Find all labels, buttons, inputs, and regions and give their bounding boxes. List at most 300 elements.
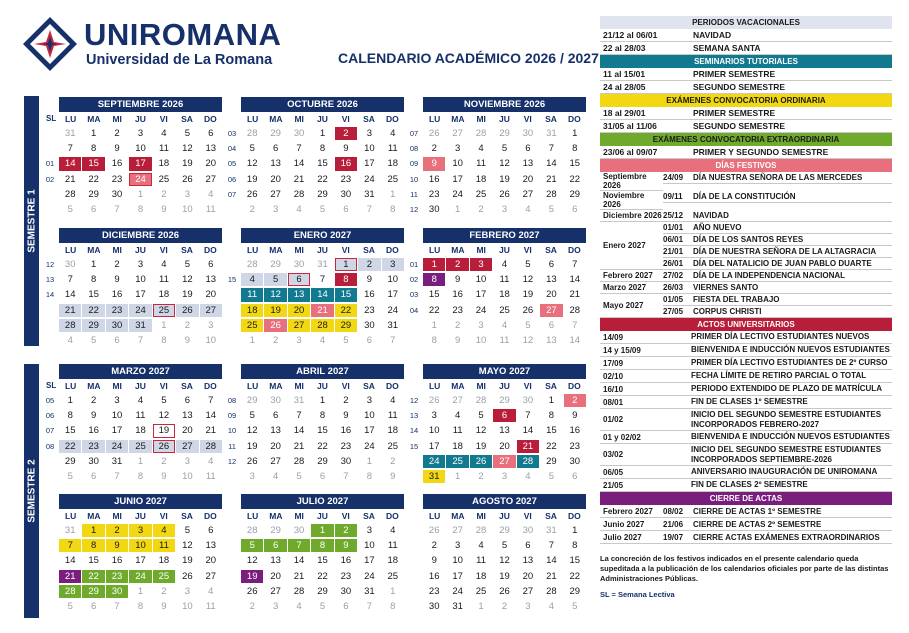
day-cell: 30 [64, 259, 76, 270]
day-cell: 6 [90, 203, 97, 215]
day-grid [59, 524, 222, 613]
acto-text: ANIVERSARIO INAUGURACIÓN DE UNIROMANA [691, 467, 878, 476]
weekday-label: VI [159, 245, 168, 255]
day-cell: 4 [208, 455, 214, 467]
weekday-label: JU [135, 114, 146, 124]
day-grid [423, 394, 586, 483]
week-number: 11 [410, 189, 418, 199]
day-cell: 19 [246, 440, 258, 452]
month-title: FEBRERO 2027 [423, 228, 586, 243]
festivo-month: Diciembre 2026 [600, 210, 663, 222]
day-cell: 8 [335, 273, 357, 286]
acta-date: 08/02 [663, 506, 684, 516]
day-cell: 23 [340, 173, 352, 185]
month-2 [241, 97, 404, 216]
day-cell: 11 [387, 540, 398, 552]
day-cell: 21 [59, 304, 81, 317]
day-cell: 14 [293, 158, 305, 170]
day-cell: 26 [470, 455, 492, 468]
day-cell: 5 [319, 203, 326, 215]
festivo-date: 25/12 [663, 211, 684, 220]
day-cell: 28 [569, 304, 581, 316]
festivo-group [600, 172, 892, 191]
weekday-label: MA [269, 381, 283, 391]
week-number: 01 [45, 159, 55, 169]
festivo-line [663, 210, 892, 222]
ordinaria-header: EXÁMENES CONVOCATORIA ORDINARIA [600, 94, 892, 107]
day-cell: 4 [161, 128, 167, 139]
day-cell: 5 [501, 540, 508, 552]
weekday-header [59, 243, 222, 258]
day-cell: 22 [546, 440, 557, 452]
weekday-label: MA [269, 511, 283, 521]
month-title: DICIEMBRE 2026 [59, 228, 222, 243]
day-cell: 2 [478, 470, 484, 482]
day-cell: 16 [111, 158, 123, 170]
day-cell: 20 [270, 440, 281, 452]
day-cell: 13 [270, 555, 281, 567]
day-cell: 8 [82, 539, 104, 552]
legend-date: 22 al 28/03 [603, 43, 646, 53]
day-cell: 19 [246, 173, 258, 185]
day-cell: 15 [569, 158, 581, 170]
day-cell: 4 [137, 395, 144, 406]
weekday-label: LU [246, 245, 259, 255]
day-cell: 11 [205, 600, 216, 612]
legend-panel [600, 16, 892, 599]
day-cell: 2 [358, 258, 380, 271]
day-cell: 28 [246, 128, 258, 139]
legend-text: SEGUNDO SEMESTRE [693, 121, 786, 131]
week-number: 03 [227, 129, 237, 138]
day-cell: 29 [88, 188, 99, 200]
day-cell: 28 [64, 188, 76, 200]
day-cell: 28 [293, 455, 305, 467]
day-cell: 18 [158, 289, 170, 301]
weekday-label: DO [385, 245, 399, 255]
day-cell: 6 [272, 143, 279, 155]
day-cell: 2 [478, 203, 484, 215]
day-cell: 5 [67, 203, 73, 215]
day-cell: 20 [522, 570, 534, 582]
day-cell: 25 [387, 173, 399, 185]
day-cell: 29 [317, 455, 328, 467]
day-cell: 7 [319, 274, 326, 286]
day-cell: 9 [335, 539, 357, 552]
legend-text: PRIMER SEMESTRE [693, 69, 776, 79]
acto-date: 06/05 [603, 467, 624, 477]
day-cell: 29 [246, 395, 258, 406]
day-cell: 4 [296, 600, 302, 612]
day-cell: 30 [522, 525, 534, 536]
day-cell: 9 [184, 334, 190, 346]
day-cell: 12 [475, 425, 487, 437]
day-cell: 7 [67, 143, 73, 155]
acta-month: Junio 2027 [603, 519, 645, 529]
month-7 [59, 364, 222, 483]
day-cell: 29 [270, 259, 281, 270]
day-cell: 18 [387, 425, 399, 437]
day-cell: 10 [182, 203, 193, 215]
day-cell: 13 [522, 555, 534, 567]
weekday-label: MI [476, 511, 486, 521]
day-cell: 17 [364, 425, 375, 437]
day-cell: 4 [153, 524, 175, 537]
day-cell: 18 [387, 555, 399, 567]
day-cell: 7 [208, 395, 214, 406]
week-number: 07 [227, 189, 237, 199]
festivo-text: DÍA DEL NATALICIO DE JUAN PABLO DUARTE [693, 259, 872, 268]
day-cell: 6 [343, 203, 349, 215]
weekday-label: VI [341, 511, 350, 521]
weekday-label: JU [135, 245, 146, 255]
acto-row [600, 409, 892, 431]
day-cell: 3 [431, 410, 437, 422]
day-cell: 21 [569, 289, 581, 301]
weekday-label: DO [203, 114, 217, 124]
day-cell: 22 [569, 173, 581, 185]
festivo-date: 06/01 [663, 235, 684, 244]
day-cell: 20 [546, 289, 557, 301]
day-cell: 6 [572, 470, 578, 482]
day-cell: 1 [572, 525, 578, 536]
weekday-label: DO [567, 381, 581, 391]
day-cell: 17 [111, 425, 123, 437]
festivo-month: Noviembre 2026 [600, 191, 663, 210]
day-cell: 28 [546, 585, 557, 597]
weekday-label: JU [317, 381, 328, 391]
day-cell: 27 [540, 304, 562, 317]
month-title: SEPTIEMBRE 2026 [59, 97, 222, 112]
day-cell: 10 [364, 540, 375, 552]
day-cell: 22 [59, 440, 81, 453]
day-cell: 1 [161, 319, 167, 331]
day-cell: 24 [364, 570, 375, 582]
day-cell: 26 [182, 570, 193, 582]
weekday-label: VI [341, 114, 350, 124]
sl-column-label: SL [46, 114, 57, 123]
day-cell: 9 [114, 143, 120, 155]
festivo-line [663, 258, 892, 270]
legend-row [600, 146, 892, 159]
day-cell: 29 [64, 455, 76, 467]
festivo-text: FIESTA DEL TRABAJO [693, 295, 780, 304]
day-cell: 19 [499, 173, 510, 185]
week-number: 04 [227, 144, 237, 154]
day-cell: 28 [200, 440, 222, 453]
day-cell: 30 [270, 395, 281, 406]
day-cell: 10 [129, 539, 151, 552]
day-cell: 12 [522, 334, 534, 346]
legend-date: 11 al 15/01 [603, 69, 646, 79]
day-cell: 25 [446, 455, 468, 468]
day-cell: 31 [364, 585, 375, 597]
day-cell: 26 [246, 188, 258, 200]
day-cell: 5 [184, 525, 190, 536]
day-cell: 9 [114, 274, 120, 286]
festivo-group [600, 270, 892, 282]
semester-1-band [24, 96, 39, 346]
day-cell: 11 [153, 539, 175, 552]
day-cell: 4 [501, 259, 508, 270]
day-cell: 31 [452, 600, 463, 612]
day-cell: 4 [67, 334, 73, 346]
day-cell: 29 [317, 585, 328, 597]
day-grid [241, 258, 404, 347]
day-cell: 15 [569, 555, 581, 567]
day-cell: 22 [317, 570, 328, 582]
day-cell: 22 [335, 304, 357, 317]
weekday-label: MA [87, 511, 101, 521]
weekday-label: MA [451, 245, 465, 255]
day-cell: 25 [153, 570, 175, 583]
day-cell: 12 [522, 274, 534, 286]
day-cell: 20 [270, 173, 281, 185]
day-cell: 25 [475, 188, 487, 200]
day-cell: 8 [137, 203, 144, 215]
legend-row [600, 107, 892, 120]
day-cell: 21 [205, 425, 217, 437]
day-cell: 8 [311, 539, 333, 552]
weekday-label: MI [476, 114, 486, 124]
day-cell: 3 [114, 395, 120, 406]
day-cell: 4 [319, 334, 326, 346]
day-grid [59, 258, 222, 347]
weekday-label: JU [135, 381, 146, 391]
day-cell: 12 [499, 158, 510, 170]
day-cell: 11 [205, 470, 216, 482]
week-number: 12 [45, 260, 55, 269]
day-cell: 19 [499, 570, 510, 582]
day-grid [423, 127, 586, 216]
day-cell: 7 [390, 334, 396, 346]
day-cell: 17 [452, 173, 463, 185]
acto-date: 01 y 02/02 [603, 432, 641, 442]
day-cell: 30 [88, 455, 99, 467]
day-cell: 30 [569, 455, 581, 467]
day-cell: 12 [182, 274, 193, 286]
day-cell: 2 [335, 524, 357, 537]
weekday-header [241, 112, 404, 127]
extraordinaria-header: EXÁMENES CONVOCATORIA EXTRAORDINARIA [600, 133, 892, 146]
acto-date: 03/02 [603, 450, 624, 459]
day-cell: 13 [205, 274, 217, 286]
day-cell: 27 [270, 455, 281, 467]
acto-date: 01/02 [603, 415, 624, 424]
day-cell: 25 [153, 304, 175, 317]
day-cell: 29 [317, 188, 328, 200]
weekday-label: DO [385, 114, 399, 124]
day-cell: 8 [431, 334, 437, 346]
day-cell: 30 [293, 128, 305, 139]
weekday-label: MA [269, 245, 283, 255]
weekday-label: DO [385, 381, 399, 391]
day-grid [423, 524, 586, 613]
weekday-label: MI [294, 381, 304, 391]
day-cell: 8 [390, 203, 396, 215]
day-cell: 6 [208, 128, 214, 139]
day-cell: 24 [423, 455, 445, 468]
day-cell: 15 [88, 289, 99, 301]
day-cell: 5 [241, 539, 263, 552]
acto-date: 14/09 [603, 332, 624, 342]
week-number: 12 [409, 396, 419, 405]
day-cell: 24 [475, 304, 487, 316]
day-cell: 6 [114, 334, 120, 346]
day-cell: 10 [452, 555, 463, 567]
acta-month: Julio 2027 [603, 532, 642, 542]
day-cell: 12 [499, 555, 510, 567]
day-cell: 2 [161, 188, 167, 200]
day-cell: 4 [478, 143, 484, 155]
festivo-group [600, 282, 892, 294]
week-number: 01 [409, 260, 419, 269]
legend-text: SEMANA SANTA [693, 43, 761, 53]
weekday-label: MI [112, 114, 122, 124]
day-cell: 12 [264, 288, 286, 301]
day-cell: 30 [340, 585, 352, 597]
weekday-label: VI [523, 511, 532, 521]
month-title: AGOSTO 2027 [423, 494, 586, 509]
day-grid [423, 258, 586, 347]
day-cell: 23 [111, 173, 123, 185]
day-cell: 25 [387, 440, 399, 452]
day-cell: 14 [64, 555, 76, 567]
semester-2-band [24, 364, 39, 618]
acto-text: BIENVENIDA E INDUCCIÓN NUEVOS ESTUDIANTES [691, 345, 890, 354]
day-cell: 6 [90, 470, 97, 482]
day-cell: 17 [475, 289, 487, 301]
day-cell: 7 [114, 600, 120, 612]
weekday-label: SA [545, 381, 557, 391]
day-cell: 6 [548, 319, 554, 331]
acta-row [600, 505, 892, 518]
day-cell: 5 [249, 410, 255, 422]
month-1 [59, 97, 222, 216]
day-cell: 29 [569, 585, 581, 597]
day-cell: 26 [522, 304, 534, 316]
day-cell: 8 [161, 334, 167, 346]
day-cell: 11 [387, 410, 398, 422]
day-cell: 31 [364, 188, 375, 200]
day-cell: 16 [111, 555, 123, 567]
festivo-date: 27/02 [663, 271, 684, 280]
month-title: JULIO 2027 [241, 494, 404, 509]
acto-row [600, 396, 892, 409]
day-cell: 24 [364, 440, 375, 452]
day-cell: 7 [572, 319, 578, 331]
footnote: La concreción de los festivos indicados en el presente calendario queda supeditada a la publicación de los calendarios oficiales por parte de las distintas Administraciones Públicas. [600, 554, 889, 583]
day-cell: 2 [184, 319, 190, 331]
actas-header: CIERRE DE ACTAS [600, 492, 892, 505]
festivo-group [600, 222, 892, 270]
acto-text: PRIMER DÍA LECTIVO ESTUDIANTES DE 2º CURSO [691, 358, 888, 367]
day-cell: 10 [135, 143, 146, 155]
day-cell: 17 [364, 158, 375, 170]
day-cell: 5 [67, 600, 73, 612]
day-cell: 9 [106, 539, 128, 552]
day-cell: 3 [249, 470, 255, 482]
week-number: 15 [409, 441, 419, 451]
week-number: 13 [45, 275, 55, 285]
weekday-label: LU [428, 511, 441, 521]
day-cell: 18 [135, 425, 146, 437]
day-cell: 2 [272, 334, 279, 346]
day-cell: 10 [452, 158, 463, 170]
weekday-label: SA [181, 245, 193, 255]
day-cell: 1 [311, 524, 333, 537]
weekday-label: SA [363, 245, 375, 255]
day-cell: 11 [499, 334, 510, 346]
day-cell: 5 [548, 470, 554, 482]
day-cell: 21 [293, 440, 305, 452]
day-cell: 16 [88, 425, 99, 437]
acta-month: Febrero 2027 [603, 506, 653, 516]
day-cell: 2 [90, 395, 97, 406]
day-cell: 28 [59, 319, 81, 332]
semester-2-label: SEMESTRE 2 [26, 459, 37, 523]
day-cell: 11 [499, 274, 510, 286]
day-cell: 1 [390, 585, 396, 597]
day-cell: 4 [390, 395, 396, 406]
day-cell: 2 [390, 455, 396, 467]
day-cell: 8 [548, 410, 554, 422]
month-title: JUNIO 2027 [59, 494, 222, 509]
day-cell: 17 [364, 555, 375, 567]
day-cell: 16 [340, 425, 352, 437]
weekday-label: JU [135, 511, 146, 521]
week-number: 14 [45, 290, 55, 300]
acta-text: CIERRE ACTAS EXÁMENES EXTRAORDINARIOS [693, 532, 880, 542]
day-cell: 15 [317, 158, 328, 170]
day-cell: 6 [319, 470, 326, 482]
day-cell: 29 [546, 455, 557, 467]
day-cell: 6 [208, 259, 214, 270]
day-cell: 13 [205, 143, 217, 155]
day-grid [241, 524, 404, 613]
day-cell: 17 [387, 289, 399, 301]
weekday-label: SA [545, 511, 557, 521]
day-cell: 29 [499, 128, 510, 139]
day-cell: 14 [205, 410, 217, 422]
day-cell: 6 [548, 259, 554, 270]
day-cell: 19 [182, 289, 193, 301]
day-cell: 16 [340, 555, 352, 567]
acto-text: PRIMER DÍA LECTIVO ESTUDIANTES NUEVOS [691, 332, 870, 341]
day-cell: 5 [501, 143, 508, 155]
festivo-line [663, 282, 892, 294]
day-cell: 8 [90, 274, 97, 286]
day-cell: 25 [387, 570, 399, 582]
day-cell: 16 [569, 425, 581, 437]
sl-column-label: SL [46, 381, 57, 390]
day-cell: 11 [158, 274, 169, 286]
day-cell: 19 [182, 555, 193, 567]
day-cell: 8 [572, 540, 578, 552]
weekday-label: VI [523, 245, 532, 255]
day-cell: 27 [452, 128, 463, 139]
day-cell: 27 [205, 570, 217, 582]
day-cell: 26 [153, 440, 175, 453]
legend-date: 18 al 29/01 [603, 108, 646, 118]
festivo-line [663, 172, 892, 184]
weekday-label: SA [181, 381, 193, 391]
festivo-month: Mayo 2027 [600, 294, 663, 318]
day-cell: 1 [454, 203, 461, 215]
day-cell: 16 [428, 173, 440, 185]
day-cell: 28 [475, 525, 487, 536]
month-4 [59, 228, 222, 347]
